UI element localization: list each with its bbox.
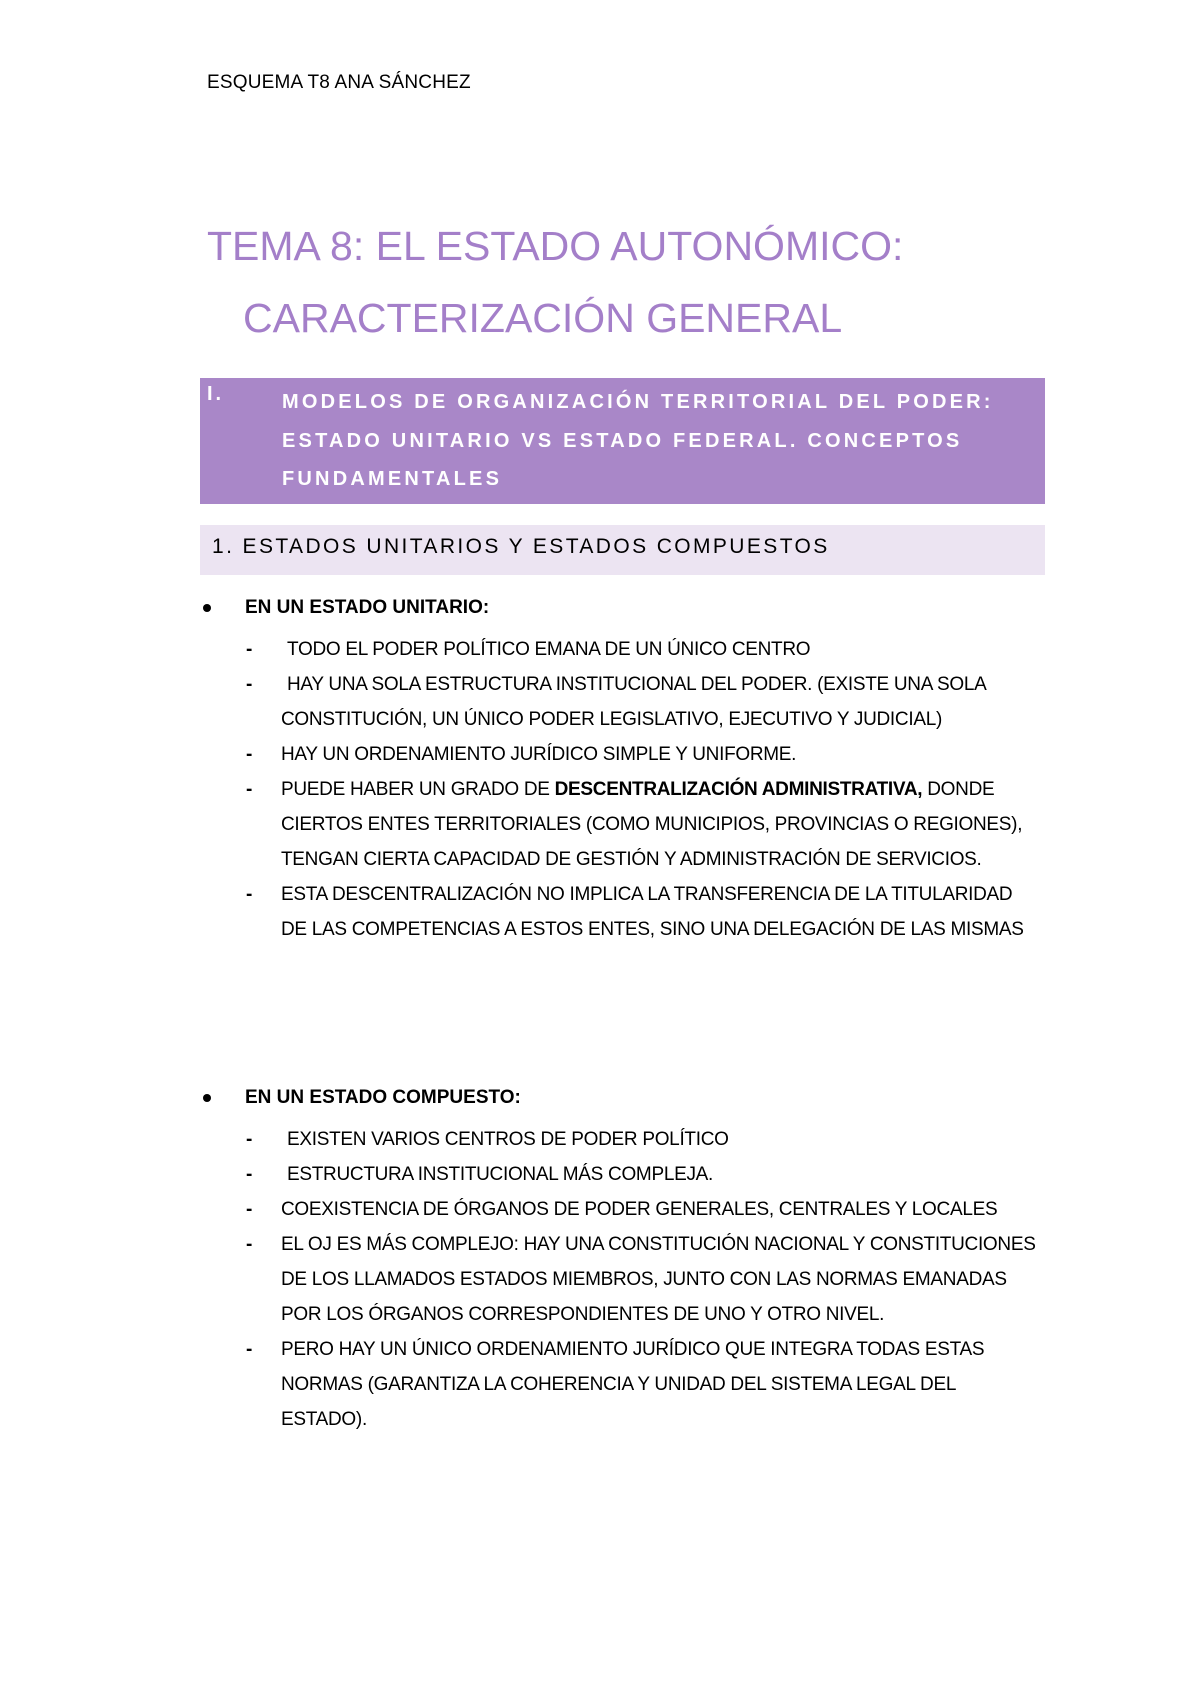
dash-icon: - [246, 884, 253, 905]
compuesto-label: EN UN ESTADO COMPUESTO: [245, 1087, 521, 1108]
title-line-2: CARACTERIZACIÓN GENERAL [243, 295, 843, 341]
dash-icon: - [246, 1164, 253, 1185]
list-item [0, 772, 1041, 877]
list-item-text: PUEDE HABER UN GRADO DE [281, 779, 555, 800]
dash-icon: - [246, 1339, 253, 1360]
list-item [0, 737, 1041, 772]
page-header: ESQUEMA T8 ANA SÁNCHEZ [207, 72, 471, 93]
list-item [0, 1157, 1041, 1192]
dash-icon: - [246, 674, 253, 695]
dash-icon: - [246, 1129, 253, 1150]
list-item-text: ESTA DESCENTRALIZACIÓN NO IMPLICA LA TRANSFERENCIA DE LA TITULARIDAD DE LAS COMPETENCIAS A ESTOS ENTES, SINO UNA DELEGACIÓN DE LAS MISMAS [281, 884, 1024, 940]
dash-icon: - [246, 1199, 253, 1220]
section-heading: MODELOS DE ORGANIZACIÓN TERRITORIAL DEL PODER: ESTADO UNITARIO VS ESTADO FEDERAL. CONCEPTOS FUNDAMENTALES [282, 391, 994, 490]
unitario-bullet [0, 597, 1200, 632]
list-item [0, 632, 1041, 667]
dash-icon: - [246, 1234, 253, 1255]
list-item-text: PERO HAY UN ÚNICO ORDENAMIENTO JURÍDICO QUE INTEGRA TODAS ESTAS NORMAS (GARANTIZA LA COHERENCIA Y UNIDAD DEL SISTEMA LEGAL DEL ESTADO). [281, 1339, 985, 1430]
title-line-1: TEMA 8: EL ESTADO AUTONÓMICO: [207, 223, 904, 269]
list-item [0, 877, 1041, 947]
unitario-section [0, 597, 1200, 947]
list-item-emphasis: DESCENTRALIZACIÓN ADMINISTRATIVA, [554, 779, 923, 800]
bullet-icon [203, 604, 211, 612]
list-item [0, 1192, 1041, 1227]
list-item [0, 1227, 1041, 1332]
dash-icon: - [246, 639, 253, 660]
unitario-label: EN UN ESTADO UNITARIO: [245, 597, 490, 618]
list-item-text: ESTRUCTURA INSTITUCIONAL MÁS COMPLEJA. [287, 1164, 714, 1185]
list-item-text: DONDE CIERTOS ENTES TERRITORIALES (COMO MUNICIPIOS, PROVINCIAS O REGIONES), TENGAN CIERTA CAPACIDAD DE GESTIÓN Y ADMINISTRACIÓN DE SERVICIOS. [281, 779, 1023, 870]
dash-icon: - [246, 779, 253, 800]
list-item-text: HAY UNA SOLA ESTRUCTURA INSTITUCIONAL DEL PODER. (EXISTE UNA SOLA CONSTITUCIÓN, UN ÚNICO PODER LEGISLATIVO, EJECUTIVO Y JUDICIAL) [281, 674, 986, 730]
list-item-text: EXISTEN VARIOS CENTROS DE PODER POLÍTICO [287, 1129, 729, 1150]
subsection-heading: 1. ESTADOS UNITARIOS Y ESTADOS COMPUESTOS [212, 535, 830, 558]
list-item [0, 1332, 1041, 1437]
dash-icon: - [246, 744, 253, 765]
list-item [0, 667, 1041, 737]
list-item-text: COEXISTENCIA DE ÓRGANOS DE PODER GENERALES, CENTRALES Y LOCALES [281, 1199, 998, 1220]
list-item-text: HAY UN ORDENAMIENTO JURÍDICO SIMPLE Y UNIFORME. [281, 744, 797, 765]
list-item [0, 1122, 1041, 1157]
page-title [207, 210, 903, 354]
list-item-text: TODO EL PODER POLÍTICO EMANA DE UN ÚNICO CENTRO [287, 639, 811, 660]
bullet-icon [203, 1094, 211, 1102]
compuesto-bullet [0, 1087, 1200, 1122]
section-number: I. [207, 383, 225, 405]
list-item-text: EL OJ ES MÁS COMPLEJO: HAY UNA CONSTITUCIÓN NACIONAL Y CONSTITUCIONES DE LOS LLAMADOS ESTADOS MIEMBROS, JUNTO CON LAS NORMAS EMANADAS POR LOS ÓRGANOS CORRESPONDIENTES DE UNO Y OTRO NIVEL. [281, 1234, 1036, 1325]
compuesto-section [0, 1087, 1200, 1437]
